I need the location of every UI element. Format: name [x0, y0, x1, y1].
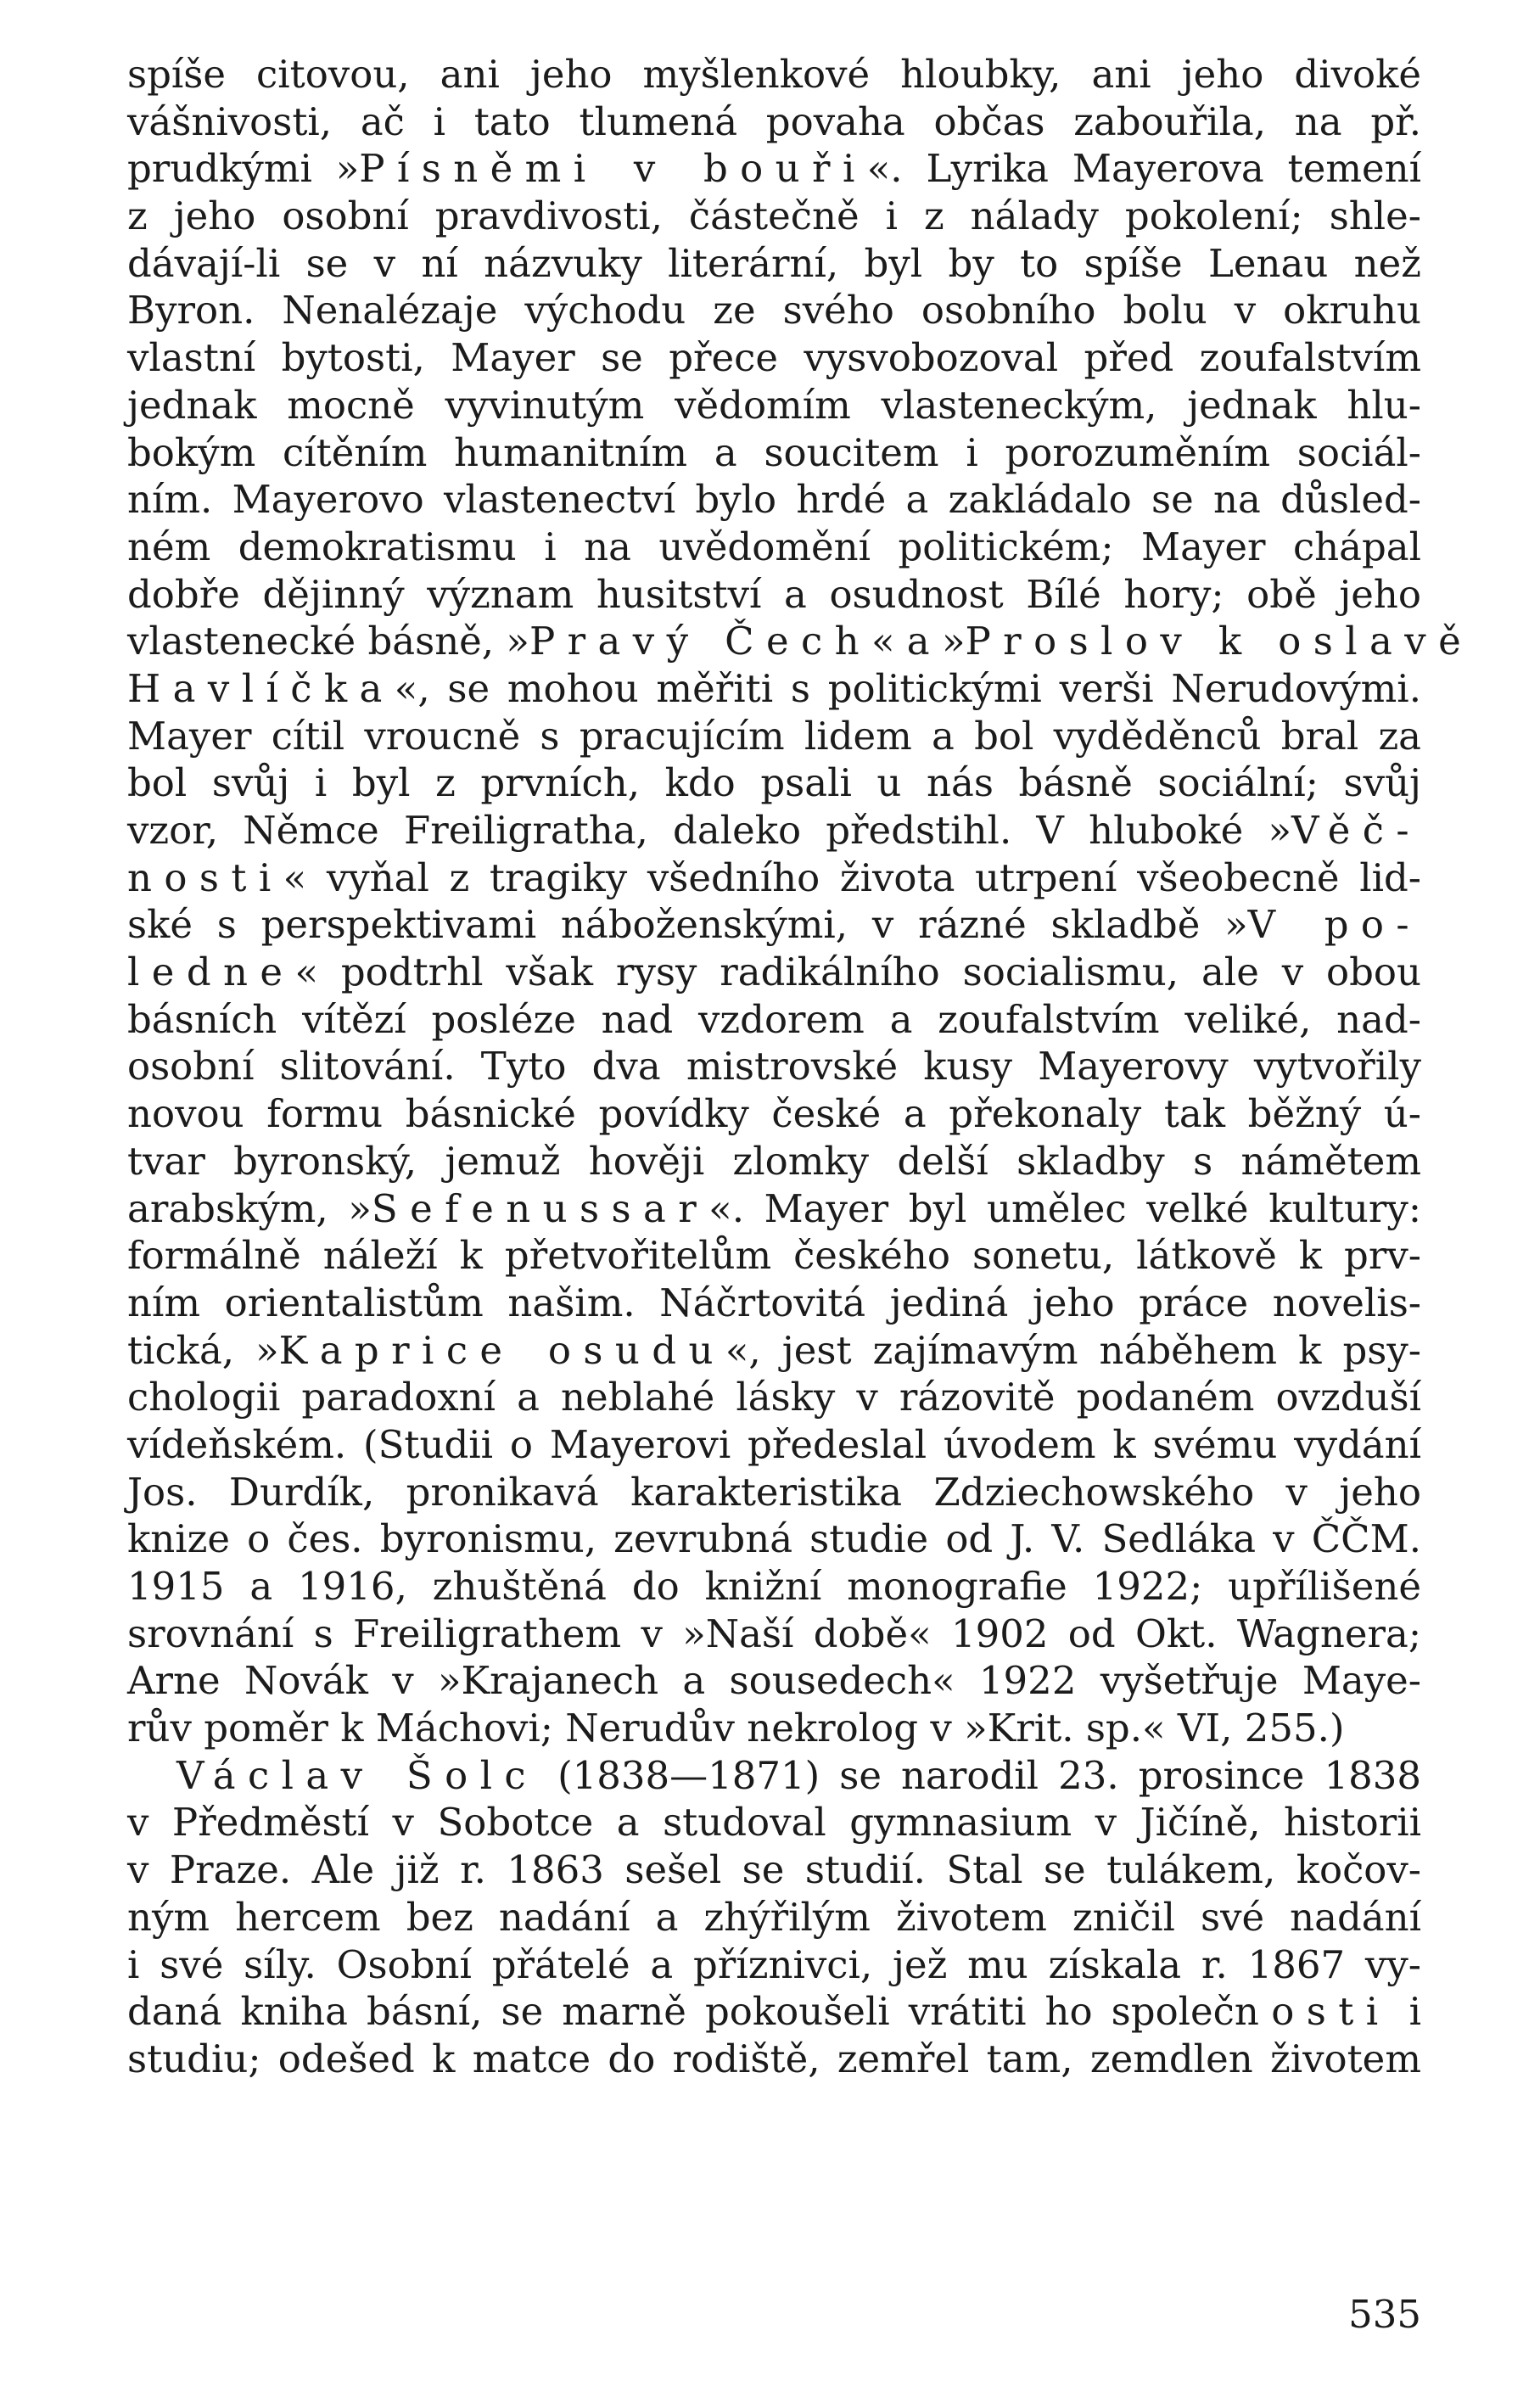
text-line: ledne« podtrhl však rysy radikálního socialismu, ale v obou	[127, 949, 1421, 995]
emphasized-phrase: Kaprice osudu	[278, 1327, 725, 1373]
text-line: 1915 a 1916, zhuštěná do knižní monografie 1922; upřílišené	[127, 1564, 1421, 1609]
text-line: arabským, »Sefenussar«. Mayer byl umělec velké kultury:	[127, 1185, 1421, 1231]
text-line: ním orientalistům našim. Náčrtovitá jediná jeho práce novelis-	[127, 1280, 1421, 1325]
text-line: Havlíčka«, se mohou měřiti s politickými verši Nerudovými.	[127, 665, 1421, 711]
text-line: dobře dějinný význam husitství a osudnost Bílé hory; obě jeho	[127, 571, 1421, 617]
text-line: vzor, Němce Freiligratha, daleko předstihl. V hluboké »Věč-	[127, 808, 1421, 853]
emphasized-phrase: ledne	[127, 949, 295, 995]
text-line: Jos. Durdík, pronikavá karakteristika Zdziechowského v jeho	[127, 1469, 1421, 1515]
text-line: vlastní bytosti, Mayer se přece vysvobozoval před zoufalstvím	[127, 335, 1421, 381]
emphasized-phrase: Písněmi v bouři	[359, 146, 867, 192]
text-line: tická, »Kaprice osudu«, jest zajímavým náběhem k psy-	[127, 1327, 1422, 1373]
text-line: ním. Mayerovo vlastenectví bylo hrdé a zakládalo se na důsled-	[127, 477, 1421, 523]
text-line: Václav Šolc (1838—1871) se narodil 23. prosince 1838	[176, 1752, 1421, 1798]
text-line: srovnání s Freiligrathem v »Naší době« 1902 od Okt. Wagnera;	[127, 1610, 1421, 1656]
text-line: i své síly. Osobní přátelé a příznivci, jež mu získala r. 1867 vy-	[127, 1941, 1421, 1987]
emphasized-phrase: nosti	[1234, 1989, 1391, 2035]
text-line: Byron. Nenalézaje východu ze svého osobního bolu v okruhu	[127, 288, 1421, 333]
text-line: tvar byronský, jemuž hověji zlomky delší skladby s námětem	[127, 1138, 1421, 1184]
text-line: Arne Novák v »Krajanech a sousedech« 1922 vyšetřuje Maye-	[127, 1658, 1421, 1704]
text-line: jednak mocně vyvinutým vědomím vlasteneckým, jednak hlu-	[127, 382, 1421, 428]
emphasized-phrase: Pravý Čech	[529, 619, 871, 664]
text-line: ným hercem bez nadání a zhýřilým životem zničil své nadání	[127, 1894, 1421, 1940]
text-line: knize o čes. byronismu, zevrubná studie od J. V. Sedláka v ČČM.	[127, 1516, 1421, 1562]
book-page	[127, 51, 1474, 2376]
text-line: dávají-li se v ní názvuky literární, byl by to spíše Lenau než	[127, 240, 1421, 286]
text-line: bol svůj i byl z prvních, kdo psali u nás básně sociální; svůj	[127, 760, 1421, 806]
page-number: 535	[1348, 2292, 1421, 2337]
emphasized-phrase: Sefenussar	[371, 1185, 709, 1231]
text-line: osobní slitování. Tyto dva mistrovské kusy Mayerovy vytvořily	[127, 1044, 1421, 1089]
emphasized-phrase: nosti	[127, 854, 283, 900]
text-line: z jeho osobní pravdivosti, částečně i z nálady pokolení; shle-	[127, 193, 1421, 239]
text-line: studiu; odešed k matce do rodiště, zemřel tam, zemdlen životem	[127, 2036, 1421, 2081]
text-line: daná kniha básní, se marně pokoušeli vrátiti ho společnosti i	[127, 1989, 1421, 2035]
text-line: básních vítězí posléze nad vzdorem a zoufalstvím veliké, nad-	[127, 996, 1421, 1042]
text-line: chologii paradoxní a neblahé lásky v rázovitě podaném ovzduší	[127, 1375, 1421, 1420]
emphasized-phrase: Václav Šolc	[176, 1752, 539, 1798]
text-line: spíše citovou, ani jeho myšlenkové hloubky, ani jeho divoké	[127, 52, 1421, 97]
text-line: vlastenecké básně, »Pravý Čech« a »Proslov k oslavě	[127, 619, 1474, 664]
text-line: novou formu básnické povídky české a překonaly tak běžný ú-	[127, 1091, 1421, 1137]
emphasized-phrase: V po-	[1247, 902, 1422, 948]
text-line: ské s perspektivami náboženskými, v rázné skladbě »V po-	[127, 902, 1422, 948]
text-line: rův poměr k Máchovi; Nerudův nekrolog v »Krit. sp.« VI, 255.)	[127, 1706, 1345, 1751]
text-line: vídeňském. (Studii o Mayerovi předeslal úvodem k svému vydání	[127, 1421, 1421, 1467]
text-line: ném demokratismu i na uvědomění politickém; Mayer chápal	[127, 524, 1421, 569]
text-line: vášnivosti, ač i tato tlumená povaha občas zabouřila, na př.	[127, 98, 1421, 144]
emphasized-phrase: Havlíčka	[127, 665, 395, 711]
body-text	[127, 51, 1474, 2083]
text-line: v Praze. Ale již r. 1863 sešel se studií. Stal se tulákem, kočov-	[127, 1847, 1421, 1893]
text-line: formálně náleží k přetvořitelům českého sonetu, látkově k prv-	[127, 1233, 1421, 1279]
text-line: v Předměstí v Sobotce a studoval gymnasium v Jičíně, historii	[127, 1800, 1421, 1846]
text-line: prudkými »Písněmi v bouři«. Lyrika Mayerova temení	[127, 146, 1421, 192]
text-line: nosti« vyňal z tragiky všedního života utrpení všeobecně lid-	[127, 854, 1421, 900]
text-line: bokým cítěním humanitním a soucitem i porozuměním sociál-	[127, 429, 1421, 475]
text-line: Mayer cítil vroucně s pracujícím lidem a bol vyděděnců bral za	[127, 713, 1421, 759]
emphasized-phrase: Věč-	[1291, 808, 1421, 853]
emphasized-phrase: Proslov k oslavě	[965, 619, 1474, 664]
